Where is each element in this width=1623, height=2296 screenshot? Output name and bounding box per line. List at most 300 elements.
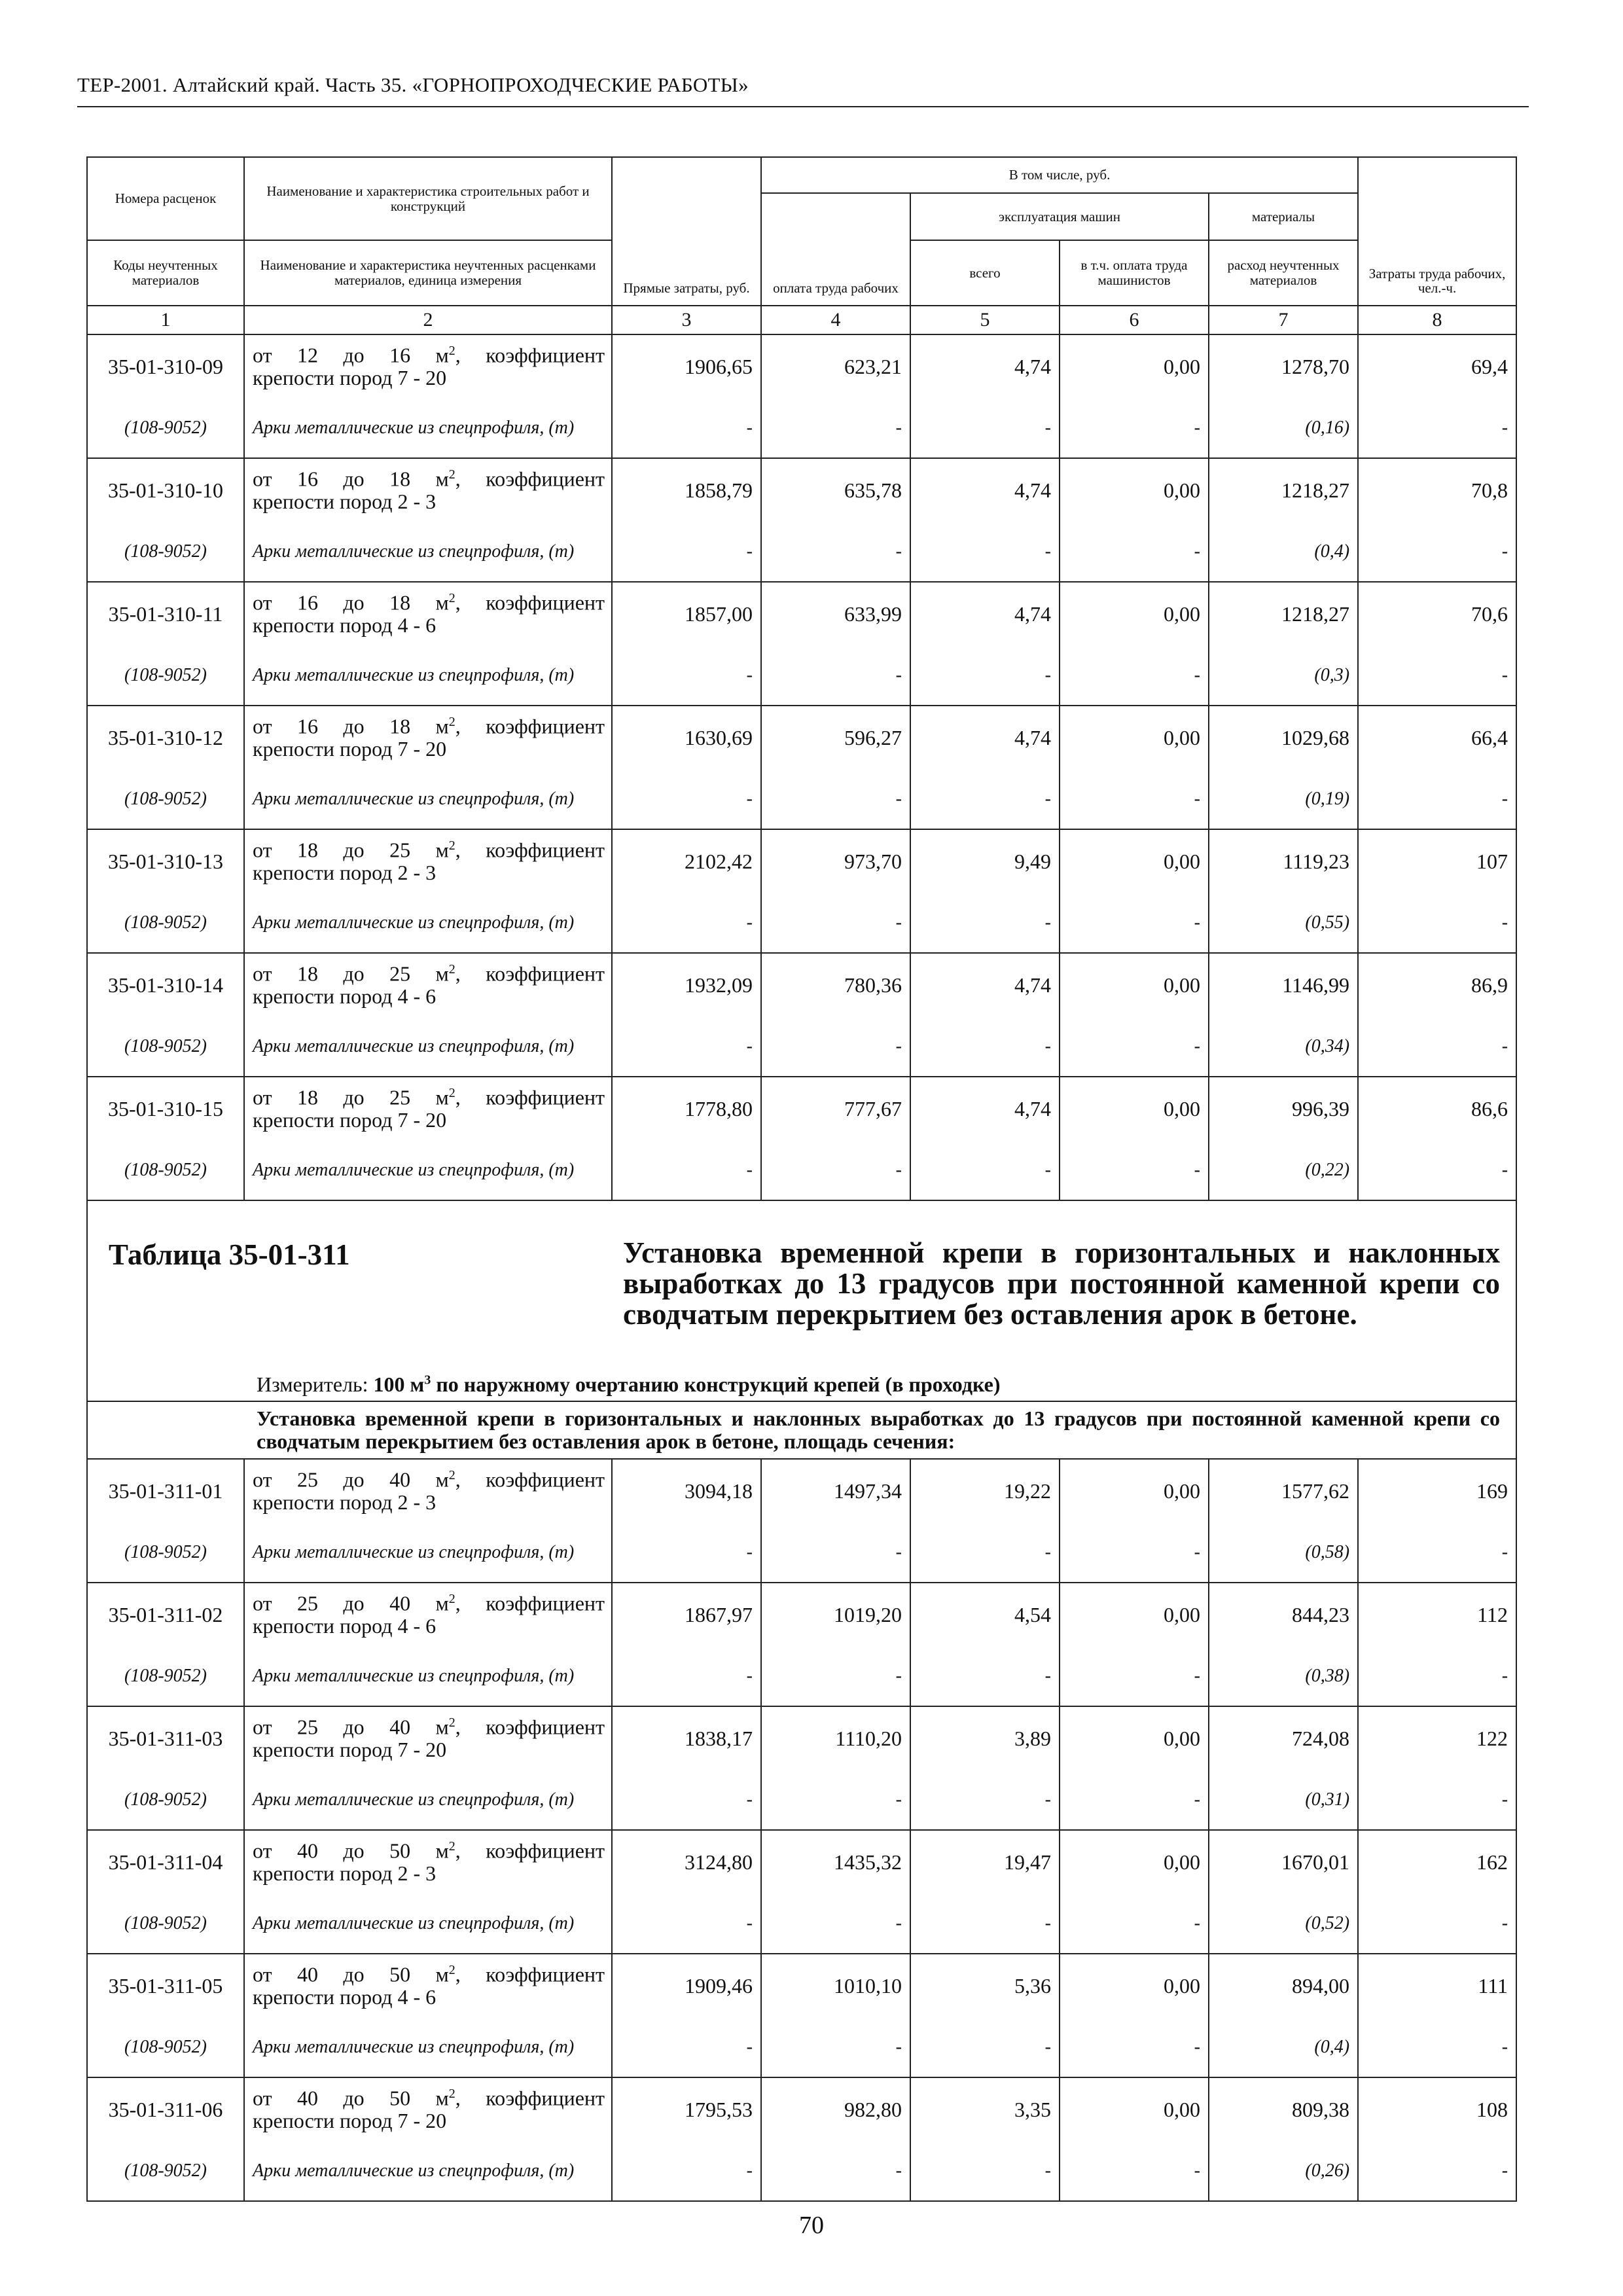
description-area: от 12 до 16 м xyxy=(253,343,449,367)
machine-cost: 4,74 xyxy=(910,953,1060,1017)
area-unit-exponent: 2 xyxy=(448,1592,455,1607)
material-direct-cost: - xyxy=(612,1523,761,1583)
rate-code: 35-01-311-03 xyxy=(87,1706,244,1770)
description-rock: крепости пород 7 - 20 xyxy=(253,2108,447,2132)
description-coef: коэффициент xyxy=(486,1839,605,1863)
labor-hours: 111 xyxy=(1358,1954,1516,2018)
description-area: от 25 до 40 м xyxy=(253,1715,449,1739)
table-title: Установка временной крепи в горизонтальных и наклонных выработках до 13 градусов при постоянной каменной крепи со сводчатым перекрытием без оставления арок в бетоне. xyxy=(623,1236,1500,1331)
description-area: от 18 до 25 м xyxy=(253,838,449,862)
description-rock: крепости пород 7 - 20 xyxy=(253,736,447,761)
labor-cost: 777,67 xyxy=(761,1077,910,1141)
material-code: (108-9052) xyxy=(87,2018,244,2077)
material-labor-hours: - xyxy=(1358,646,1516,706)
material-row xyxy=(87,1017,1516,1077)
rate-code: 35-01-310-09 xyxy=(87,334,244,399)
rate-description: от 25 до 40 $м^2$, коэффициент крепости пород 4 - 6 xyxy=(244,1583,612,1647)
machine-cost: 4,74 xyxy=(910,1077,1060,1141)
material-row xyxy=(87,1894,1516,1954)
material-machine-cost: - xyxy=(910,646,1060,706)
rate-row xyxy=(87,1583,1516,1647)
rate-row xyxy=(87,706,1516,770)
col-materials: материалы xyxy=(1209,193,1358,240)
material-labor-cost: - xyxy=(761,770,910,829)
material-direct-cost: - xyxy=(612,1141,761,1200)
material-quantity: (0,3) xyxy=(1209,646,1358,706)
rate-row xyxy=(87,1077,1516,1141)
rate-description: от 25 до 40 $м^2$, коэффициент крепости пород 2 - 3 xyxy=(244,1459,612,1523)
material-machine-cost: - xyxy=(910,1523,1060,1583)
material-direct-cost: - xyxy=(612,1894,761,1954)
direct-cost: 1867,97 xyxy=(612,1583,761,1647)
labor-cost: 1019,20 xyxy=(761,1583,910,1647)
col-name-top: Наименование и характеристика строительных работ и конструкций xyxy=(244,157,612,240)
material-machine-cost: - xyxy=(910,522,1060,582)
direct-cost: 1858,79 xyxy=(612,458,761,522)
material-cost: 996,39 xyxy=(1209,1077,1358,1141)
col-name-bottom: Наименование и характеристика неучтенных расценками материалов, единица измерения xyxy=(244,240,612,306)
rate-code: 35-01-311-05 xyxy=(87,1954,244,2018)
material-cost: 724,08 xyxy=(1209,1706,1358,1770)
material-code: (108-9052) xyxy=(87,1894,244,1954)
material-labor-cost: - xyxy=(761,399,910,458)
labor-cost: 1497,34 xyxy=(761,1459,910,1523)
material-machine-labor-cost: - xyxy=(1060,522,1209,582)
material-machine-labor-cost: - xyxy=(1060,893,1209,953)
description-area: от 16 до 18 м xyxy=(253,590,449,615)
column-number: 8 xyxy=(1358,306,1516,334)
material-quantity: (0,16) xyxy=(1209,399,1358,458)
material-name: Арки металлические из спецпрофиля, (т) xyxy=(244,1523,612,1583)
col-labor: оплата труда рабочих xyxy=(761,193,910,306)
machine-cost: 9,49 xyxy=(910,829,1060,893)
rate-description: от 18 до 25 $м^2$, коэффициент крепости пород 4 - 6 xyxy=(244,953,612,1017)
description-rock: крепости пород 4 - 6 xyxy=(253,613,437,637)
material-cost: 1218,27 xyxy=(1209,458,1358,522)
material-labor-hours: - xyxy=(1358,1017,1516,1077)
material-quantity: (0,4) xyxy=(1209,2018,1358,2077)
labor-hours: 69,4 xyxy=(1358,334,1516,399)
material-code: (108-9052) xyxy=(87,399,244,458)
material-labor-hours: - xyxy=(1358,522,1516,582)
description-area: от 40 до 50 м xyxy=(253,2086,449,2110)
rate-description: от 18 до 25 $м^2$, коэффициент крепости пород 7 - 20 xyxy=(244,1077,612,1141)
material-machine-labor-cost: - xyxy=(1060,646,1209,706)
material-labor-cost: - xyxy=(761,2018,910,2077)
material-machine-labor-cost: - xyxy=(1060,2142,1209,2201)
machine-labor-cost: 0,00 xyxy=(1060,1830,1209,1894)
rates-table xyxy=(86,156,1517,2202)
material-machine-cost: - xyxy=(910,893,1060,953)
rate-row xyxy=(87,1459,1516,1523)
rate-code: 35-01-311-06 xyxy=(87,2077,244,2142)
labor-cost: 623,21 xyxy=(761,334,910,399)
description-coef: коэффициент xyxy=(486,1467,605,1492)
material-direct-cost: - xyxy=(612,2142,761,2201)
material-machine-cost: - xyxy=(910,1017,1060,1077)
table-caption-row xyxy=(87,1200,1516,1401)
rate-code: 35-01-310-11 xyxy=(87,582,244,646)
machine-labor-cost: 0,00 xyxy=(1060,706,1209,770)
rate-description: от 40 до 50 $м^2$, коэффициент крепости пород 4 - 6 xyxy=(244,1954,612,2018)
area-unit-exponent: 2 xyxy=(448,1468,455,1483)
labor-hours: 162 xyxy=(1358,1830,1516,1894)
rate-row xyxy=(87,1830,1516,1894)
rate-code: 35-01-310-15 xyxy=(87,1077,244,1141)
material-labor-cost: - xyxy=(761,1770,910,1830)
description-coef: коэффициент xyxy=(486,1085,605,1109)
area-unit-exponent: 2 xyxy=(448,1715,455,1731)
header-row-1 xyxy=(87,157,1516,193)
material-machine-cost: - xyxy=(910,1894,1060,1954)
table-subtitle-row xyxy=(87,1401,1516,1459)
material-machine-labor-cost: - xyxy=(1060,1017,1209,1077)
description-coef: коэффициент xyxy=(486,838,605,862)
rate-row xyxy=(87,2077,1516,2142)
material-quantity: (0,38) xyxy=(1209,1647,1358,1706)
page-number: 70 xyxy=(799,2212,824,2239)
direct-cost: 1932,09 xyxy=(612,953,761,1017)
material-machine-cost: - xyxy=(910,1770,1060,1830)
table-label: Таблица 35-01-311 xyxy=(109,1238,350,1271)
material-labor-cost: - xyxy=(761,1523,910,1583)
direct-cost: 1795,53 xyxy=(612,2077,761,2142)
machine-labor-cost: 0,00 xyxy=(1060,2077,1209,2142)
material-labor-hours: - xyxy=(1358,1647,1516,1706)
col-incl: В том числе, руб. xyxy=(761,157,1358,193)
description-area: от 25 до 40 м xyxy=(253,1591,449,1615)
machine-cost: 4,74 xyxy=(910,582,1060,646)
description-coef: коэффициент xyxy=(486,714,605,738)
description-rock: крепости пород 4 - 6 xyxy=(253,1613,437,1638)
material-quantity: (0,4) xyxy=(1209,522,1358,582)
column-number: 3 xyxy=(612,306,761,334)
description-area: от 16 до 18 м xyxy=(253,714,449,738)
material-direct-cost: - xyxy=(612,646,761,706)
rate-description: от 16 до 18 $м^2$, коэффициент крепости пород 7 - 20 xyxy=(244,706,612,770)
labor-cost: 1010,10 xyxy=(761,1954,910,2018)
rate-code: 35-01-311-02 xyxy=(87,1583,244,1647)
material-quantity: (0,31) xyxy=(1209,1770,1358,1830)
material-labor-hours: - xyxy=(1358,1894,1516,1954)
rate-row xyxy=(87,1954,1516,2018)
col-code-top: Номера расценок xyxy=(87,157,244,240)
area-unit-exponent: 2 xyxy=(448,2087,455,2102)
labor-cost: 635,78 xyxy=(761,458,910,522)
machine-labor-cost: 0,00 xyxy=(1060,1459,1209,1523)
description-area: от 25 до 40 м xyxy=(253,1467,449,1492)
area-unit-exponent: 2 xyxy=(448,1963,455,1978)
rate-description: от 40 до 50 $м^2$, коэффициент крепости пород 7 - 20 xyxy=(244,2077,612,2142)
material-cost: 1218,27 xyxy=(1209,582,1358,646)
material-direct-cost: - xyxy=(612,399,761,458)
machine-cost: 4,74 xyxy=(910,334,1060,399)
area-unit-exponent: 2 xyxy=(448,591,455,606)
machine-labor-cost: 0,00 xyxy=(1060,829,1209,893)
description-rock: крепости пород 2 - 3 xyxy=(253,1490,437,1514)
rate-code: 35-01-310-10 xyxy=(87,458,244,522)
rate-row xyxy=(87,334,1516,399)
machine-cost: 19,47 xyxy=(910,1830,1060,1894)
material-labor-cost: - xyxy=(761,1141,910,1200)
material-labor-cost: - xyxy=(761,646,910,706)
material-row xyxy=(87,1770,1516,1830)
material-name: Арки металлические из спецпрофиля, (т) xyxy=(244,522,612,582)
material-quantity: (0,52) xyxy=(1209,1894,1358,1954)
material-name: Арки металлические из спецпрофиля, (т) xyxy=(244,1894,612,1954)
material-machine-labor-cost: - xyxy=(1060,1647,1209,1706)
col-mach-total: всего xyxy=(910,240,1060,306)
material-quantity: (0,19) xyxy=(1209,770,1358,829)
material-row xyxy=(87,1647,1516,1706)
description-area: от 40 до 50 м xyxy=(253,1962,449,1986)
material-row xyxy=(87,770,1516,829)
table-meter xyxy=(257,1372,1001,1397)
material-direct-cost: - xyxy=(612,2018,761,2077)
header-rule xyxy=(77,106,1529,107)
material-labor-cost: - xyxy=(761,1017,910,1077)
labor-cost: 1110,20 xyxy=(761,1706,910,1770)
description-rock: крепости пород 2 - 3 xyxy=(253,1861,437,1885)
material-machine-labor-cost: - xyxy=(1060,1894,1209,1954)
material-name: Арки металлические из спецпрофиля, (т) xyxy=(244,2018,612,2077)
rate-code: 35-01-310-14 xyxy=(87,953,244,1017)
material-direct-cost: - xyxy=(612,522,761,582)
material-name: Арки металлические из спецпрофиля, (т) xyxy=(244,399,612,458)
machine-cost: 5,36 xyxy=(910,1954,1060,2018)
material-name: Арки металлические из спецпрофиля, (т) xyxy=(244,1017,612,1077)
labor-cost: 982,80 xyxy=(761,2077,910,2142)
machine-cost: 3,89 xyxy=(910,1706,1060,1770)
material-cost: 1577,62 xyxy=(1209,1459,1358,1523)
col-mat-cost: расход неучтенных материалов xyxy=(1209,240,1358,306)
machine-cost: 4,74 xyxy=(910,706,1060,770)
material-quantity: (0,34) xyxy=(1209,1017,1358,1077)
description-coef: коэффициент xyxy=(486,467,605,491)
material-labor-hours: - xyxy=(1358,1523,1516,1583)
description-area: от 18 до 25 м xyxy=(253,961,449,986)
rate-code: 35-01-310-12 xyxy=(87,706,244,770)
col-code-bottom: Коды неучтенных материалов xyxy=(87,240,244,306)
machine-cost: 4,54 xyxy=(910,1583,1060,1647)
material-labor-cost: - xyxy=(761,2142,910,2201)
running-header: ТЕР-2001. Алтайский край. Часть 35. «ГОРНОПРОХОДЧЕСКИЕ РАБОТЫ» xyxy=(77,73,749,96)
direct-cost: 1909,46 xyxy=(612,1954,761,2018)
description-coef: коэффициент xyxy=(486,343,605,367)
material-quantity: (0,58) xyxy=(1209,1523,1358,1583)
labor-hours: 70,8 xyxy=(1358,458,1516,522)
description-rock: крепости пород 2 - 3 xyxy=(253,860,437,884)
material-labor-hours: - xyxy=(1358,1141,1516,1200)
direct-cost: 1630,69 xyxy=(612,706,761,770)
material-labor-hours: - xyxy=(1358,2018,1516,2077)
meter-exponent: 3 xyxy=(424,1372,431,1388)
material-labor-cost: - xyxy=(761,893,910,953)
material-quantity: (0,26) xyxy=(1209,2142,1358,2201)
material-cost: 894,00 xyxy=(1209,1954,1358,2018)
labor-hours: 86,9 xyxy=(1358,953,1516,1017)
description-coef: коэффициент xyxy=(486,2086,605,2110)
material-machine-cost: - xyxy=(910,1141,1060,1200)
description-rock: крепости пород 7 - 20 xyxy=(253,365,447,389)
meter-value: 100 м xyxy=(373,1372,425,1396)
table-subtitle xyxy=(87,1401,1516,1459)
rate-description: от 40 до 50 $м^2$, коэффициент крепости пород 2 - 3 xyxy=(244,1830,612,1894)
material-code: (108-9052) xyxy=(87,522,244,582)
material-quantity: (0,22) xyxy=(1209,1141,1358,1200)
meter-description: по наружному очертанию конструкций крепей (в проходке) xyxy=(436,1372,1001,1396)
material-labor-hours: - xyxy=(1358,893,1516,953)
labor-hours: 66,4 xyxy=(1358,706,1516,770)
rate-code: 35-01-310-13 xyxy=(87,829,244,893)
machine-labor-cost: 0,00 xyxy=(1060,953,1209,1017)
area-unit-exponent: 2 xyxy=(448,344,455,359)
rate-row xyxy=(87,829,1516,893)
column-number: 4 xyxy=(761,306,910,334)
material-code: (108-9052) xyxy=(87,646,244,706)
machine-labor-cost: 0,00 xyxy=(1060,1077,1209,1141)
table-caption xyxy=(87,1200,1516,1401)
rate-row xyxy=(87,953,1516,1017)
material-machine-cost: - xyxy=(910,1647,1060,1706)
description-coef: коэффициент xyxy=(486,961,605,986)
labor-hours: 108 xyxy=(1358,2077,1516,2142)
material-machine-cost: - xyxy=(910,399,1060,458)
material-row xyxy=(87,646,1516,706)
description-rock: крепости пород 4 - 6 xyxy=(253,984,437,1008)
rate-description: от 12 до 16 $м^2$, коэффициент крепости пород 7 - 20 xyxy=(244,334,612,399)
material-machine-cost: - xyxy=(910,770,1060,829)
material-name: Арки металлические из спецпрофиля, (т) xyxy=(244,1647,612,1706)
description-rock: крепости пород 7 - 20 xyxy=(253,1107,447,1132)
material-code: (108-9052) xyxy=(87,1141,244,1200)
rate-description: от 18 до 25 $м^2$, коэффициент крепости пород 2 - 3 xyxy=(244,829,612,893)
machine-labor-cost: 0,00 xyxy=(1060,334,1209,399)
labor-cost: 633,99 xyxy=(761,582,910,646)
material-machine-cost: - xyxy=(910,2142,1060,2201)
material-machine-labor-cost: - xyxy=(1060,770,1209,829)
material-row xyxy=(87,399,1516,458)
labor-hours: 86,6 xyxy=(1358,1077,1516,1141)
labor-cost: 973,70 xyxy=(761,829,910,893)
material-name: Арки металлические из спецпрофиля, (т) xyxy=(244,2142,612,2201)
description-coef: коэффициент xyxy=(486,590,605,615)
labor-hours: 70,6 xyxy=(1358,582,1516,646)
machine-labor-cost: 0,00 xyxy=(1060,582,1209,646)
material-cost: 809,38 xyxy=(1209,2077,1358,2142)
material-code: (108-9052) xyxy=(87,1647,244,1706)
labor-hours: 107 xyxy=(1358,829,1516,893)
material-cost: 1119,23 xyxy=(1209,829,1358,893)
material-direct-cost: - xyxy=(612,770,761,829)
material-machine-labor-cost: - xyxy=(1060,399,1209,458)
description-area: от 40 до 50 м xyxy=(253,1839,449,1863)
material-code: (108-9052) xyxy=(87,893,244,953)
material-code: (108-9052) xyxy=(87,770,244,829)
rate-row xyxy=(87,582,1516,646)
material-labor-hours: - xyxy=(1358,1770,1516,1830)
labor-cost: 780,36 xyxy=(761,953,910,1017)
material-machine-labor-cost: - xyxy=(1060,1770,1209,1830)
material-code: (108-9052) xyxy=(87,2142,244,2201)
material-labor-hours: - xyxy=(1358,770,1516,829)
material-machine-labor-cost: - xyxy=(1060,2018,1209,2077)
direct-cost: 3124,80 xyxy=(612,1830,761,1894)
area-unit-exponent: 2 xyxy=(448,838,455,853)
material-code: (108-9052) xyxy=(87,1770,244,1830)
machine-cost: 3,35 xyxy=(910,2077,1060,2142)
direct-cost: 3094,18 xyxy=(612,1459,761,1523)
material-labor-hours: - xyxy=(1358,399,1516,458)
material-direct-cost: - xyxy=(612,1647,761,1706)
column-number: 2 xyxy=(244,306,612,334)
material-direct-cost: - xyxy=(612,1770,761,1830)
area-unit-exponent: 2 xyxy=(448,962,455,977)
material-cost: 1670,01 xyxy=(1209,1830,1358,1894)
area-unit-exponent: 2 xyxy=(448,1086,455,1101)
rate-description: от 16 до 18 $м^2$, коэффициент крепости пород 4 - 6 xyxy=(244,582,612,646)
col-direct: Прямые затраты, руб. xyxy=(612,157,761,306)
material-name: Арки металлические из спецпрофиля, (т) xyxy=(244,1141,612,1200)
rate-row xyxy=(87,458,1516,522)
description-area: от 18 до 25 м xyxy=(253,1085,449,1109)
direct-cost: 1778,80 xyxy=(612,1077,761,1141)
rate-description: от 16 до 18 $м^2$, коэффициент крепости пород 2 - 3 xyxy=(244,458,612,522)
area-unit-exponent: 2 xyxy=(448,715,455,730)
machine-cost: 4,74 xyxy=(910,458,1060,522)
col-machines: эксплуатация машин xyxy=(910,193,1209,240)
direct-cost: 2102,42 xyxy=(612,829,761,893)
material-labor-cost: - xyxy=(761,1894,910,1954)
material-name: Арки металлические из спецпрофиля, (т) xyxy=(244,893,612,953)
meter-label: Измеритель: xyxy=(257,1372,368,1396)
rate-row xyxy=(87,1706,1516,1770)
machine-labor-cost: 0,00 xyxy=(1060,1583,1209,1647)
material-cost: 1278,70 xyxy=(1209,334,1358,399)
material-cost: 1146,99 xyxy=(1209,953,1358,1017)
material-code: (108-9052) xyxy=(87,1523,244,1583)
subtitle-text: Установка временной крепи в горизонтальных и наклонных выработках до 13 градусов при постоянной каменной крепи со сводчатым перекрытием без оставления арок в бетоне, площадь сечения: xyxy=(257,1407,1500,1454)
description-rock: крепости пород 7 - 20 xyxy=(253,1737,447,1761)
description-coef: коэффициент xyxy=(486,1715,605,1739)
material-row xyxy=(87,522,1516,582)
material-row xyxy=(87,1523,1516,1583)
material-labor-hours: - xyxy=(1358,2142,1516,2201)
direct-cost: 1838,17 xyxy=(612,1706,761,1770)
column-number: 1 xyxy=(87,306,244,334)
column-number: 5 xyxy=(910,306,1060,334)
material-name: Арки металлические из спецпрофиля, (т) xyxy=(244,646,612,706)
machine-labor-cost: 0,00 xyxy=(1060,1706,1209,1770)
material-cost: 1029,68 xyxy=(1209,706,1358,770)
direct-cost: 1906,65 xyxy=(612,334,761,399)
machine-labor-cost: 0,00 xyxy=(1060,458,1209,522)
material-machine-labor-cost: - xyxy=(1060,1523,1209,1583)
material-name: Арки металлические из спецпрофиля, (т) xyxy=(244,1770,612,1830)
labor-hours: 122 xyxy=(1358,1706,1516,1770)
material-row xyxy=(87,1141,1516,1200)
machine-labor-cost: 0,00 xyxy=(1060,1954,1209,2018)
material-machine-cost: - xyxy=(910,2018,1060,2077)
material-machine-labor-cost: - xyxy=(1060,1141,1209,1200)
material-labor-cost: - xyxy=(761,1647,910,1706)
material-labor-cost: - xyxy=(761,522,910,582)
material-quantity: (0,55) xyxy=(1209,893,1358,953)
material-name: Арки металлические из спецпрофиля, (т) xyxy=(244,770,612,829)
material-code: (108-9052) xyxy=(87,1017,244,1077)
direct-cost: 1857,00 xyxy=(612,582,761,646)
material-direct-cost: - xyxy=(612,893,761,953)
